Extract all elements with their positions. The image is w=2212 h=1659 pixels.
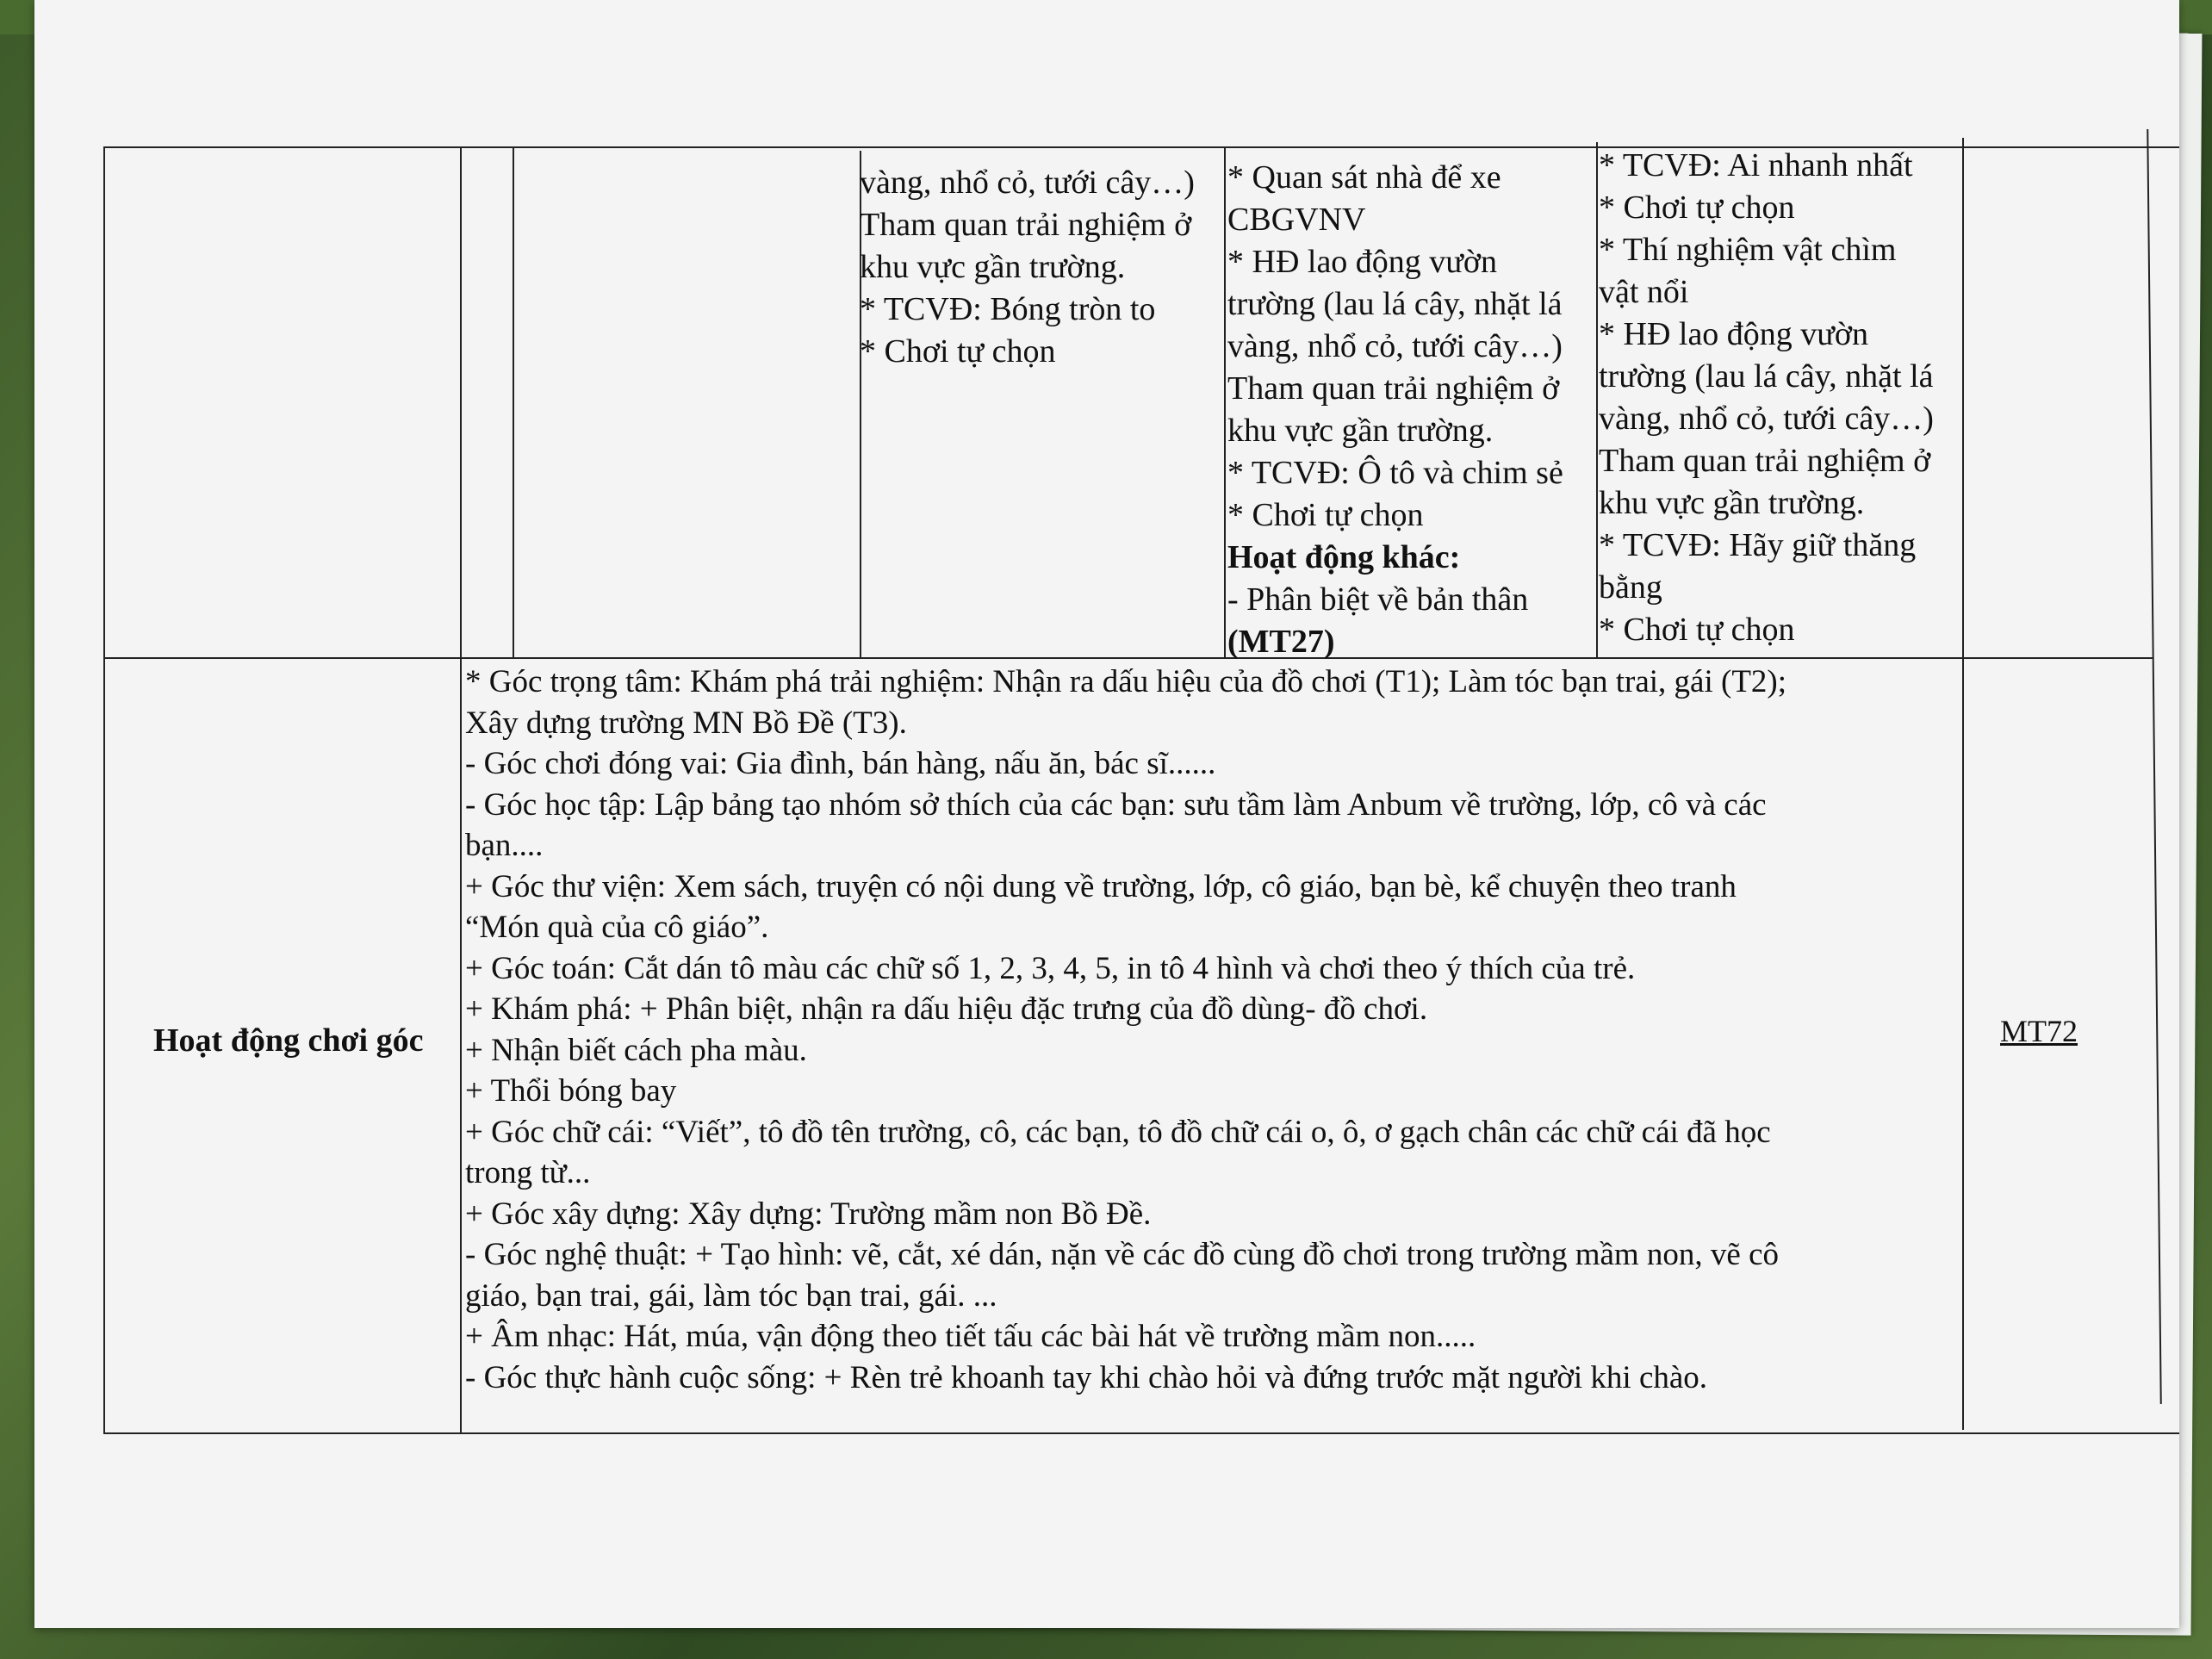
row-label-corner-activities: Hoạt động chơi góc bbox=[153, 1022, 424, 1059]
text-line: Tham quan trải nghiệm ở bbox=[1599, 443, 1931, 479]
text-line: + Góc toán: Cắt dán tô màu các chữ số 1, 2, 3, 4, 5, in tô 4 hình và chơi theo ý thích của trẻ. bbox=[465, 950, 1636, 986]
text-line: khu vực gần trường. bbox=[1599, 485, 1865, 521]
text-line: trường (lau lá cây, nhặt lá bbox=[1227, 286, 1563, 322]
cell-col3 bbox=[860, 162, 1195, 373]
text-line: giáo, bạn trai, gái, làm tóc bạn trai, gái. ... bbox=[465, 1277, 997, 1314]
text-line: * TCVĐ: Ai nhanh nhất bbox=[1599, 147, 1913, 183]
col-divider-2 bbox=[513, 146, 514, 659]
cell-col5 bbox=[1599, 145, 1934, 651]
text-line: bạn.... bbox=[465, 828, 544, 863]
text-line: + Khám phá: + Phân biệt, nhận ra dấu hiệu đặc trưng của đồ dùng- đồ chơi. bbox=[465, 991, 1428, 1027]
text-line: + Góc xây dựng: Xây dựng: Trường mầm non Bồ Đề. bbox=[465, 1196, 1152, 1232]
col-divider-4 bbox=[1224, 146, 1226, 659]
document-page bbox=[34, 0, 2179, 1628]
text-line: * TCVĐ: Ô tô và chim sẻ bbox=[1227, 455, 1563, 491]
text-line: khu vực gần trường. bbox=[1227, 413, 1494, 449]
text-line: + Nhận biết cách pha màu. bbox=[465, 1032, 807, 1068]
col-divider-5 bbox=[1596, 142, 1598, 659]
text-line: * Chơi tự chọn bbox=[1599, 612, 1795, 648]
cell-col4 bbox=[1227, 157, 1563, 663]
text-line: * Chơi tự chọn bbox=[1599, 190, 1795, 226]
text-line: Tham quan trải nghiệm ở bbox=[860, 207, 1192, 243]
text-line: * HĐ lao động vườn bbox=[1227, 244, 1497, 280]
text-line: - Góc học tập: Lập bảng tạo nhóm sở thích của các bạn: sưu tầm làm Anbum về trường, lớp, cô và các bbox=[465, 786, 1767, 823]
text-line: vật nổi bbox=[1599, 274, 1689, 310]
text-line: “Món quà của cô giáo”. bbox=[465, 910, 769, 945]
text-line: * Chơi tự chọn bbox=[860, 333, 1056, 370]
text-line: CBGVNV bbox=[1227, 202, 1366, 238]
text-line: * Chơi tự chọn bbox=[1227, 497, 1424, 533]
text-line: - Góc thực hành cuộc sống: + Rèn trẻ khoanh tay khi chào hỏi và đứng trước mặt người khi chào. bbox=[465, 1359, 1708, 1395]
text-line: + Góc thư viện: Xem sách, truyện có nội dung về trường, lớp, cô giáo, bạn bè, kể chuyện theo tranh bbox=[465, 868, 1737, 904]
text-line: - Góc nghệ thuật: + Tạo hình: vẽ, cắt, xé dán, nặn về các đồ cùng đồ chơi trong trường mầm non, vẽ cô bbox=[465, 1237, 1780, 1272]
row-divider bbox=[103, 657, 2153, 659]
text-line: vàng, nhổ cỏ, tưới cây…) bbox=[860, 165, 1195, 201]
text-line: * Góc trọng tâm: Khám phá trải nghiệm: Nhận ra dấu hiệu của đồ chơi (T1); Làm tóc bạn trai, gái (T2); bbox=[465, 664, 1787, 699]
target-code: (MT27) bbox=[1227, 624, 1335, 660]
text-line: Xây dựng trường MN Bồ Đề (T3). bbox=[465, 705, 907, 741]
text-line: vàng, nhổ cỏ, tưới cây…) bbox=[1599, 401, 1934, 437]
col-divider-1 bbox=[460, 146, 462, 1434]
text-line: + Góc chữ cái: “Viết”, tô đồ tên trường, cô, các bạn, tô đồ chữ cái o, ô, ơ gạch chân các chữ cái đã học bbox=[465, 1114, 1771, 1150]
text-line: * HĐ lao động vườn bbox=[1599, 316, 1868, 352]
text-line: khu vực gần trường. bbox=[860, 249, 1126, 285]
text-line: * Thí nghiệm vật chìm bbox=[1599, 232, 1897, 268]
text-line: vàng, nhổ cỏ, tưới cây…) bbox=[1227, 328, 1563, 364]
cell-corner-activities bbox=[465, 662, 1786, 1398]
text-line: bằng bbox=[1599, 569, 1662, 606]
other-activities-heading: Hoạt động khác: bbox=[1227, 539, 1461, 575]
text-line: * TCVĐ: Bóng tròn to bbox=[860, 291, 1156, 327]
text-line: trong từ... bbox=[465, 1155, 591, 1190]
text-line: * Quan sát nhà để xe bbox=[1227, 159, 1501, 196]
text-line: * TCVĐ: Hãy giữ thăng bbox=[1599, 527, 1917, 563]
text-line: - Góc chơi đóng vai: Gia đình, bán hàng, nấu ăn, bác sĩ...... bbox=[465, 746, 1216, 781]
target-code-mt72: MT72 bbox=[2000, 1014, 2078, 1048]
col-divider-6 bbox=[1962, 138, 1964, 1430]
text-line: trường (lau lá cây, nhặt lá bbox=[1599, 358, 1934, 395]
text-line: + Thổi bóng bay bbox=[465, 1073, 677, 1109]
text-line: + Âm nhạc: Hát, múa, vận động theo tiết tấu các bài hát về trường mầm non..... bbox=[465, 1319, 1476, 1354]
text-line: - Phân biệt về bản thân bbox=[1227, 581, 1529, 618]
text-line: Tham quan trải nghiệm ở bbox=[1227, 370, 1560, 407]
